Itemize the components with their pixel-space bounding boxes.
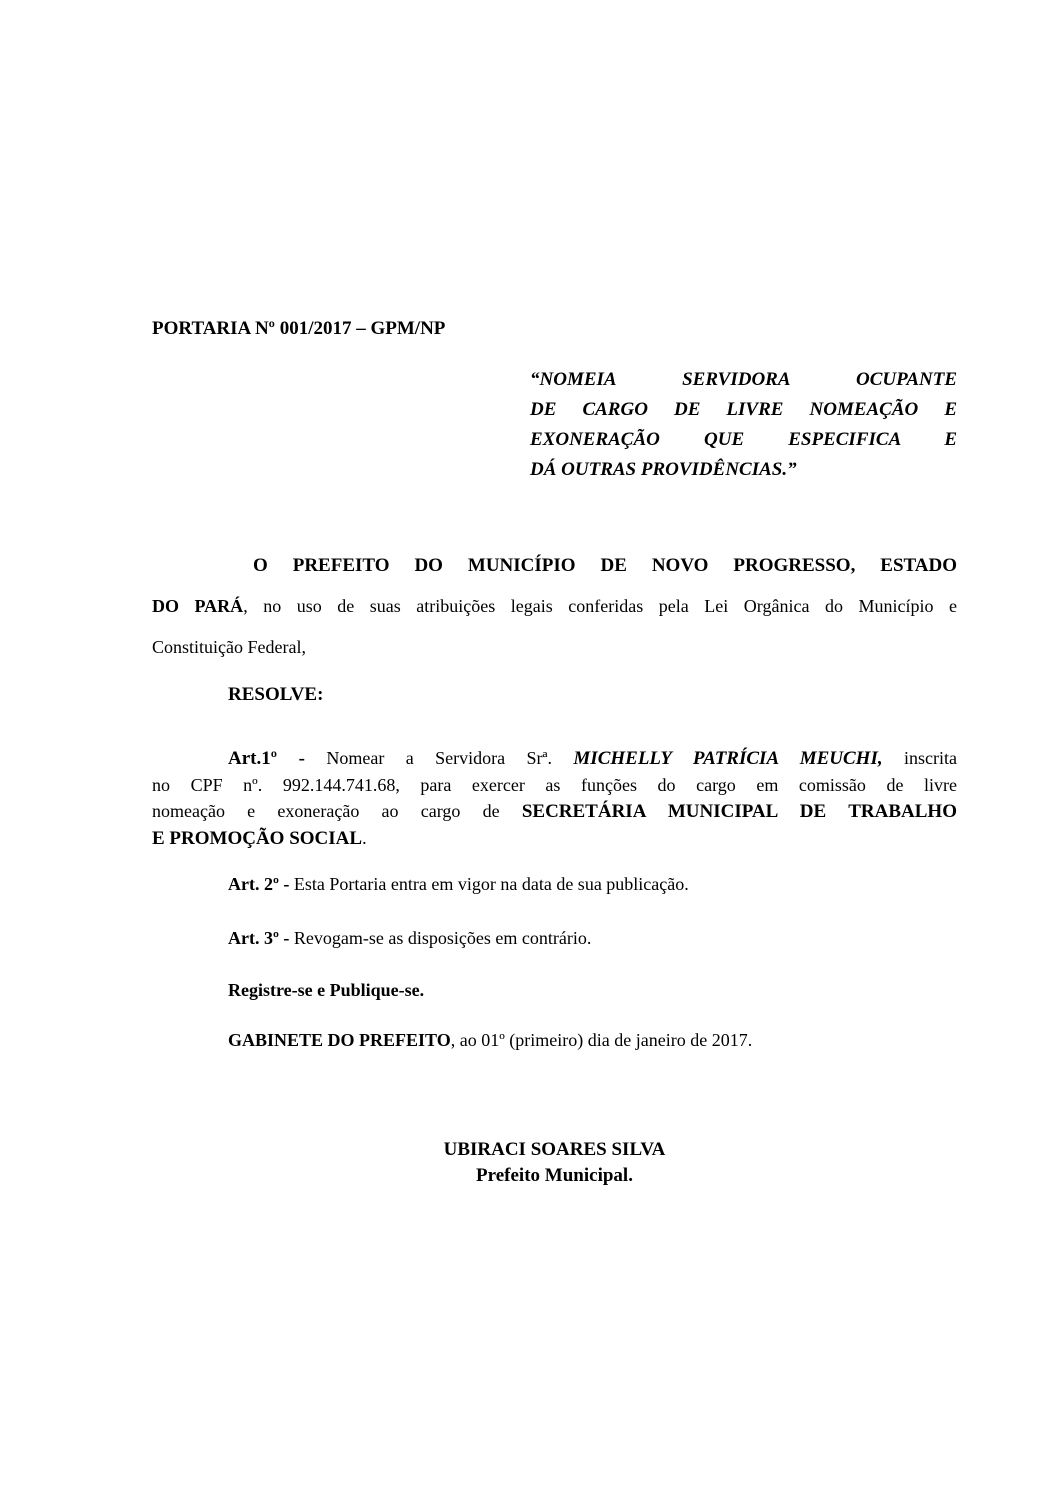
article-text: Nomear a Servidora Srª.	[304, 748, 574, 768]
signatory-name: UBIRACI SOARES SILVA	[443, 1139, 666, 1160]
preamble-text: , no uso de suas atribuições legais conferidas pela Lei Orgânica do Município e	[243, 596, 958, 616]
position-name: E PROMOÇÃO SOCIAL	[152, 828, 363, 849]
ementa-line: DÁ OUTRAS PROVIDÊNCIAS.”	[530, 459, 797, 480]
preamble-state: DO PARÁ	[152, 596, 244, 616]
preamble-line	[152, 586, 957, 627]
article-text: nomeação e exoneração ao cargo de	[152, 801, 522, 821]
ementa-line: DE CARGO DE LIVRE NOMEAÇÃO E	[530, 399, 957, 420]
article-2	[228, 874, 689, 895]
signature-block	[352, 1137, 757, 1189]
closing-office: GABINETE DO PREFEITO	[228, 1030, 451, 1050]
article-text: Esta Portaria entra em vigor na data de sua publicação.	[289, 874, 689, 894]
ementa-block	[530, 365, 957, 485]
article-3	[228, 928, 591, 949]
article-label: Art. 3º -	[228, 928, 290, 948]
closing-text: , ao 01º (primeiro) dia de janeiro de 2017.	[450, 1030, 753, 1050]
article-line	[152, 745, 957, 772]
article-label: Art. 2º -	[228, 874, 290, 894]
preamble-line: O PREFEITO DO MUNICÍPIO DE NOVO PROGRESSO, ESTADO	[253, 555, 957, 576]
article-line	[152, 825, 957, 852]
ementa-line: EXONERAÇÃO QUE ESPECIFICA E	[530, 429, 957, 450]
preamble-paragraph	[152, 545, 957, 668]
ementa-line: “NOMEIA SERVIDORA OCUPANTE	[530, 369, 957, 390]
preamble-line: Constituição Federal,	[152, 637, 306, 657]
resolve-heading: RESOLVE:	[228, 684, 324, 705]
signatory-role: Prefeito Municipal.	[476, 1165, 633, 1186]
article-label: Art.1º -	[228, 748, 305, 769]
register-line: Registre-se e Publique-se.	[228, 980, 425, 1000]
article-text: .	[362, 828, 367, 848]
closing-line	[228, 1030, 752, 1051]
article-1	[152, 745, 957, 852]
article-line	[152, 798, 957, 825]
position-name: SECRETÁRIA MUNICIPAL DE TRABALHO	[521, 801, 957, 822]
article-text: inscrita	[882, 748, 957, 768]
article-line: no CPF nº. 992.144.741.68, para exercer as funções do cargo em comissão de livre	[152, 775, 957, 795]
appointee-name: MICHELLY PATRÍCIA MEUCHI,	[573, 748, 883, 769]
article-text: Revogam-se as disposições em contrário.	[289, 928, 592, 948]
document-title: PORTARIA Nº 001/2017 – GPM/NP	[152, 318, 446, 339]
